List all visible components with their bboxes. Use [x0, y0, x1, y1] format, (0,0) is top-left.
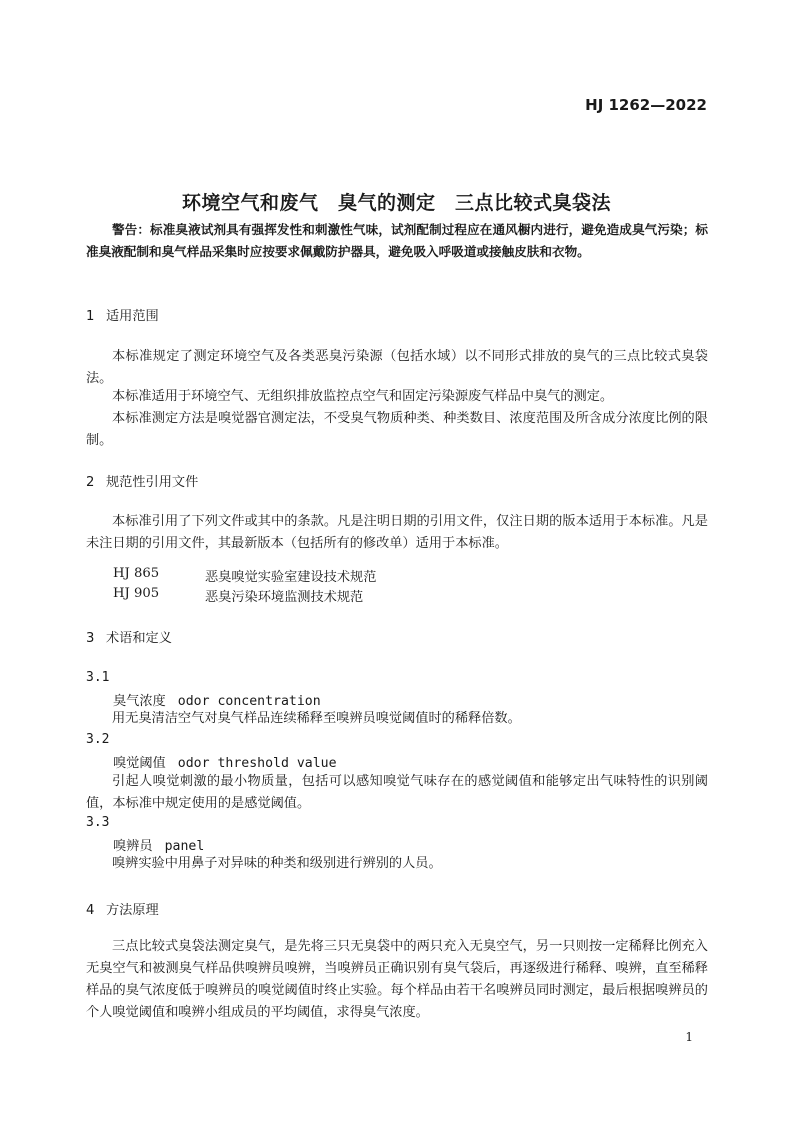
- section-3-heading: [86, 627, 172, 646]
- term-number: 3.1: [86, 670, 110, 685]
- reference-code: HJ 905: [113, 586, 160, 601]
- section-1-paragraph-2: 本标准适用于环境空气、无组织排放监控点空气和固定污染源废气样品中臭气的测定。: [112, 389, 614, 404]
- term-english: panel: [164, 839, 205, 854]
- term-chinese: 臭气浓度: [113, 694, 166, 709]
- document-title: 环境空气和废气 臭气的测定 三点比较式臭袋法: [181, 192, 611, 214]
- section-title: 方法原理: [106, 903, 159, 918]
- section-4-paragraph-1: 三点比较式臭袋法测定臭气，是先将三只无臭袋中的两只充入无臭空气，另一只则按一定稀释比例充入无臭空气和被测臭气样品供嗅辨员嗅辨，当嗅辨员正确识别有臭气袋后，再逐级进行稀释、嗅辨，直至稀释样品的臭气浓度低于嗅辨员的嗅觉阈值时终止实验。每个样品由若干名嗅辨员同时测定，最后根据嗅辨员的个人嗅觉阈值和嗅辨小组成员的平均阈值，求得臭气浓度。: [86, 939, 708, 1020]
- section-1-paragraph-1: 本标准规定了测定环境空气及各类恶臭污染源（包括水域）以不同形式排放的臭气的三点比较式臭袋法。: [86, 349, 708, 386]
- section-number: 1: [86, 309, 95, 324]
- term-definition: 嗅辨实验中用鼻子对异味的种类和级别进行辨别的人员。: [112, 856, 442, 871]
- term-entry: [113, 752, 337, 771]
- term-entry: [113, 835, 204, 854]
- section-1-paragraph-3: 本标准测定方法是嗅觉器官测定法，不受臭气物质种类、种类数目、浓度范围及所含成分浓度比例的限制。: [86, 411, 708, 448]
- term-chinese: 嗅辨员: [113, 839, 153, 854]
- warning-paragraph: 警告：标准臭液试剂具有强挥发性和刺激性气味，试剂配制过程应在通风橱内进行，避免造成臭气污染；标准臭液配制和臭气样品采集时应按要求佩戴防护器具，避免吸入呼吸道或接触皮肤和衣物。: [86, 222, 708, 259]
- reference-title: 恶臭污染环境监测技术规范: [205, 590, 364, 605]
- section-4-heading: [86, 899, 159, 918]
- section-title: 术语和定义: [106, 631, 172, 646]
- term-chinese: 嗅觉阈值: [113, 756, 166, 771]
- term-definition: 用无臭清洁空气对臭气样品连续稀释至嗅辨员嗅觉阈值时的稀释倍数。: [112, 711, 521, 726]
- page-number: 1: [685, 1030, 693, 1044]
- section-title: 适用范围: [106, 309, 159, 324]
- section-number: 3: [86, 631, 95, 646]
- term-number: 3.3: [86, 815, 110, 830]
- term-entry: [113, 690, 321, 709]
- standard-number: HJ 1262—2022: [585, 96, 707, 114]
- section-1-heading: [86, 305, 159, 324]
- section-number: 2: [86, 475, 95, 490]
- section-2-heading: [86, 471, 198, 490]
- reference-code: HJ 865: [113, 566, 160, 581]
- section-2-paragraph-1: 本标准引用了下列文件或其中的条款。凡是注明日期的引用文件，仅注日期的版本适用于本标准。凡是未注日期的引用文件，其最新版本（包括所有的修改单）适用于本标准。: [86, 514, 708, 551]
- term-english: odor threshold value: [177, 756, 337, 771]
- section-number: 4: [86, 903, 95, 918]
- section-title: 规范性引用文件: [106, 475, 199, 490]
- reference-title: 恶臭嗅觉实验室建设技术规范: [205, 570, 377, 585]
- term-number: 3.2: [86, 732, 110, 747]
- term-definition: 引起人嗅觉刺激的最小物质量，包括可以感知嗅觉气味存在的感觉阈值和能够定出气味特性的识别阈值，本标准中规定使用的是感觉阈值。: [86, 774, 708, 811]
- term-english: odor concentration: [177, 694, 321, 709]
